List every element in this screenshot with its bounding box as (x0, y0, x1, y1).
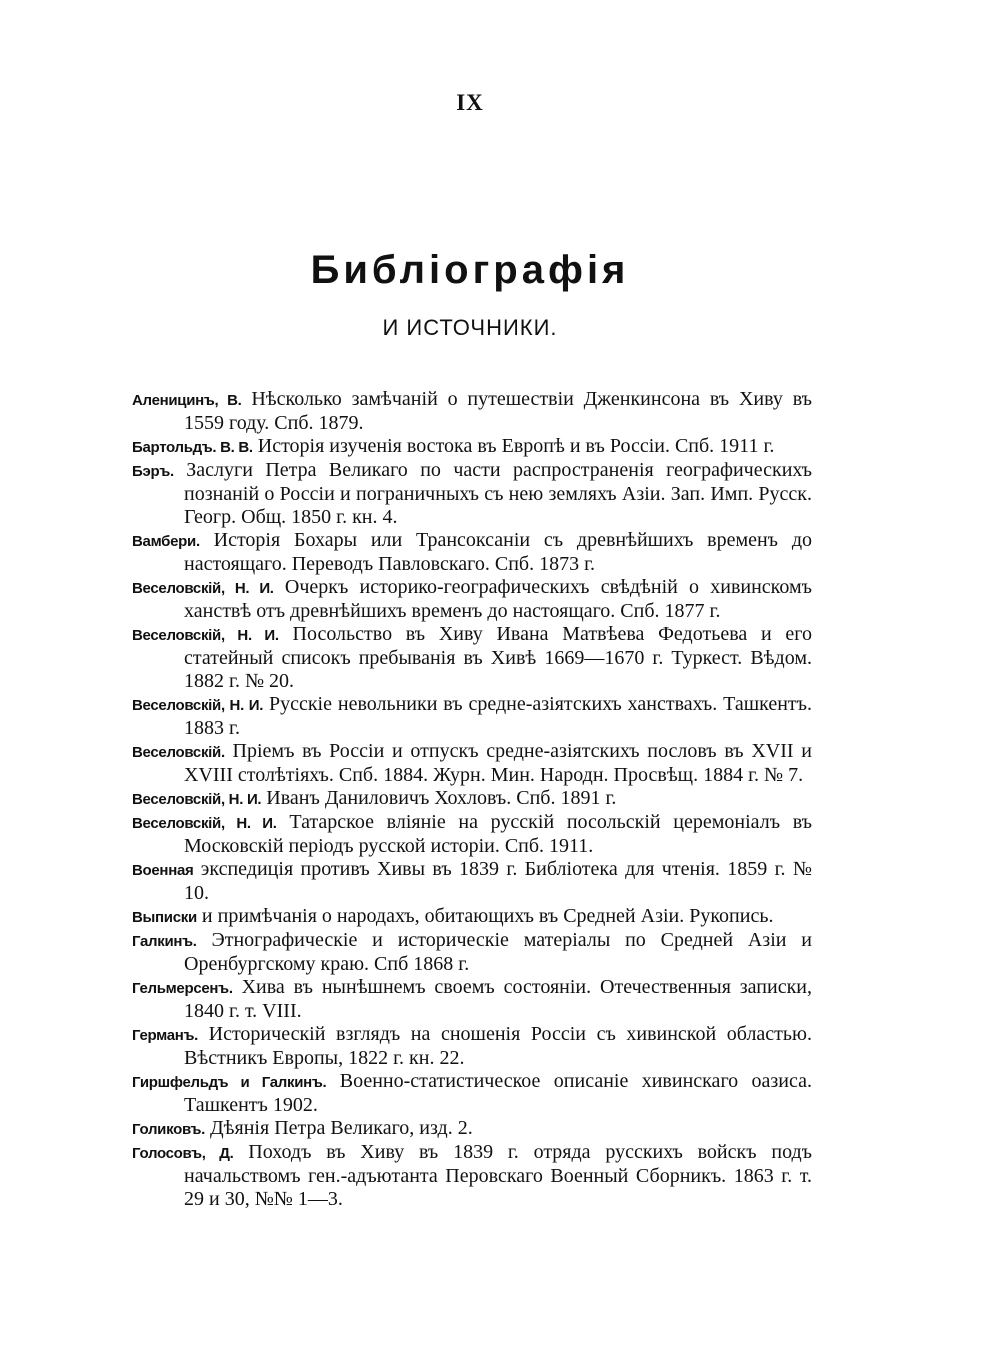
entry-text: Посольство въ Хиву Ивана Матвѣева Федотьева и его статейный списокъ пребыванія въ Хивѣ 1669—1670 г. Туркест. Вѣдом. 1882 г. № 20. (184, 623, 812, 692)
bibliography-entry (132, 858, 812, 905)
entry-author: Бартольдъ. В. В. (132, 439, 253, 456)
bibliography-entry (132, 740, 812, 787)
entry-author: Веселовскій. (132, 744, 225, 761)
entry-text: Исторія изученія востока въ Европѣ и въ Россіи. Спб. 1911 г. (252, 435, 775, 457)
bibliography-entry (132, 1023, 812, 1070)
bibliography-entry (132, 693, 812, 740)
entry-author: Военная (132, 862, 194, 879)
bibliography-entry (132, 435, 812, 459)
entry-text: Хива въ нынѣшнемъ своемъ состояніи. Отечественныя записки, 1840 г. т. VIII. (184, 976, 812, 1022)
entry-text: Пріемъ въ Россіи и отпускъ средне-азіятскихъ пословъ въ XVII и XVIII столѣтіяхъ. Спб. 1884. Журн. Мин. Народн. Просвѣщ. 1884 г. № 7. (184, 740, 812, 786)
entry-text: Татарское вліяніе на русскій посольскій церемоніалъ въ Московскій періодъ русской исторіи. Спб. 1911. (184, 811, 813, 857)
bibliography-entry (132, 623, 812, 693)
entry-text: Очеркъ историко-географическихъ свѣдѣній о хивинскомъ ханствѣ отъ древнѣйшихъ временъ до настоящаго. Спб. 1877 г. (184, 576, 813, 622)
entry-author: Гиршфельдъ и Галкинъ. (132, 1074, 327, 1091)
entry-text: Дѣянія Петра Великаго, изд. 2. (205, 1117, 473, 1139)
entry-text: экспедиція противъ Хивы въ 1839 г. Библіотека для чтенія. 1859 г. № 10. (184, 858, 812, 904)
entry-text: и примѣчанія о народахъ, обитающихъ въ Средней Азіи. Рукопись. (196, 905, 774, 927)
bibliography-entry (132, 905, 812, 929)
entry-author: Веселовскій, Н. И. (132, 791, 262, 808)
entry-text: Нѣсколько замѣчаній о путешествіи Дженкинсона въ Хиву въ 1559 году. Спб. 1879. (184, 388, 812, 434)
entry-author: Аленицинъ, В. (132, 392, 242, 409)
entry-author: Вамбери. (132, 533, 200, 550)
bibliography-entry (132, 529, 812, 576)
entry-text: Историческій взглядъ на сношенія Россіи съ хивинской областью. Вѣстникъ Европы, 1822 г. кн. 22. (184, 1023, 812, 1069)
entry-text: Военно-статистическое описаніе хивинскаго оазиса. Ташкентъ 1902. (184, 1070, 813, 1116)
entry-author: Веселовскій, Н. И. (132, 627, 279, 644)
bibliography-list (132, 388, 812, 1211)
bibliography-entry (132, 459, 812, 529)
bibliography-entry (132, 976, 812, 1023)
entry-author: Выписки (132, 909, 197, 926)
bibliography-entry (132, 811, 812, 858)
entry-author: Веселовскій, Н. И. (132, 815, 277, 832)
entry-author: Веселовскій, Н. И. (132, 697, 264, 714)
entry-author: Голосовъ, Д. (132, 1145, 234, 1162)
bibliography-entry (132, 576, 812, 623)
entry-text: Заслуги Петра Великаго по части распространенія географическихъ познаній о Россіи и пограничныхъ съ нею земляхъ Азіи. Зап. Имп. Русск. Геогр. Общ. 1850 г. кн. 4. (173, 459, 812, 528)
bibliography-entry (132, 388, 812, 435)
entry-author: Галкинъ. (132, 933, 197, 950)
entry-author: Веселовскій, Н. И. (132, 580, 274, 597)
entry-author: Бэръ. (132, 463, 174, 480)
entry-author: Гельмерсенъ. (132, 980, 233, 997)
page-title: Библіографія (310, 248, 630, 292)
bibliography-entry (132, 1117, 812, 1141)
entry-author: Германъ. (132, 1027, 199, 1044)
bibliography-entry (132, 1070, 812, 1117)
page-subtitle: И ИСТОЧНИКИ. (382, 315, 558, 340)
bibliography-entry (132, 929, 812, 976)
entry-text: Исторія Бохары или Трансоксаніи съ древнѣйшихъ временъ до настоящаго. Переводъ Павловскаго. Спб. 1873 г. (184, 529, 812, 575)
bibliography-entry (132, 1141, 812, 1211)
bibliography-entry (132, 787, 812, 811)
entry-text: Этнографическіе и историческіе матеріалы по Средней Азіи и Оренбургскому краю. Спб 1868 г. (184, 929, 812, 975)
entry-text: Походъ въ Хиву въ 1839 г. отряда русскихъ войскъ подъ начальствомъ ген.-адъютанта Перовскаго Военный Сборникъ. 1863 г. т. 29 и 30, №№ 1—3. (184, 1141, 813, 1210)
entry-text: Иванъ Даниловичъ Хохловъ. Спб. 1891 г. (261, 787, 617, 809)
entry-author: Голиковъ. (132, 1121, 206, 1138)
page-number: IX (456, 90, 484, 115)
entry-text: Русскіе невольники въ средне-азіятскихъ ханствахъ. Ташкентъ. 1883 г. (184, 693, 812, 739)
